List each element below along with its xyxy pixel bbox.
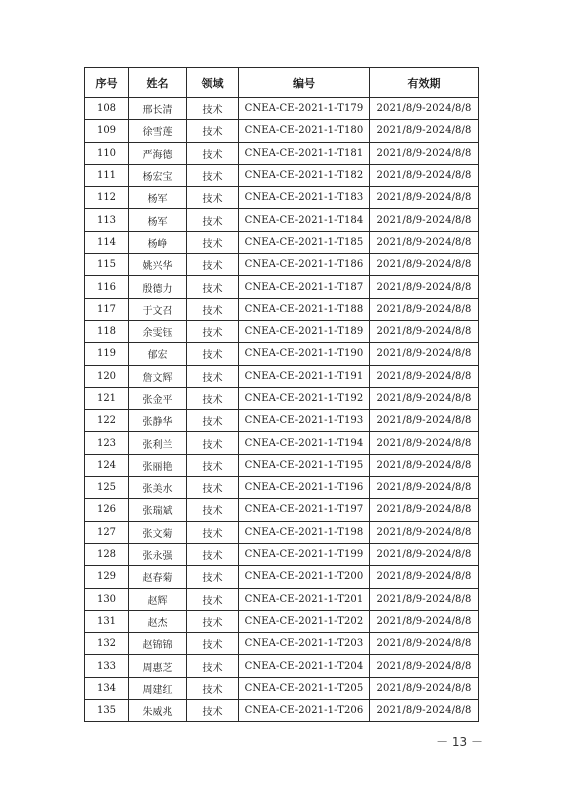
validity-cell: 2021/8/9-2024/8/8 <box>370 298 479 320</box>
table-row <box>85 477 479 499</box>
field-cell: 技术 <box>187 254 239 276</box>
serial-number-cell: 114 <box>85 231 129 253</box>
field-cell: 技术 <box>187 120 239 142</box>
field-cell: 技术 <box>187 566 239 588</box>
name-cell: 张利兰 <box>129 432 187 454</box>
name-cell: 赵辉 <box>129 588 187 610</box>
name-cell: 余雯钰 <box>129 320 187 342</box>
serial-number-cell: 125 <box>85 477 129 499</box>
field-cell: 技术 <box>187 164 239 186</box>
validity-cell: 2021/8/9-2024/8/8 <box>370 120 479 142</box>
field-cell: 技术 <box>187 477 239 499</box>
validity-cell: 2021/8/9-2024/8/8 <box>370 566 479 588</box>
field-cell: 技术 <box>187 231 239 253</box>
certificate-code-cell: CNEA-CE-2021-1-T190 <box>239 343 370 365</box>
field-cell: 技术 <box>187 142 239 164</box>
table-row <box>85 521 479 543</box>
name-cell: 张静华 <box>129 410 187 432</box>
name-cell: 杨军 <box>129 187 187 209</box>
field-cell: 技术 <box>187 543 239 565</box>
validity-cell: 2021/8/9-2024/8/8 <box>370 142 479 164</box>
serial-number-cell: 128 <box>85 543 129 565</box>
name-cell: 张金平 <box>129 387 187 409</box>
serial-number-cell: 112 <box>85 187 129 209</box>
serial-number-cell: 135 <box>85 700 129 722</box>
certificate-code-cell: CNEA-CE-2021-1-T189 <box>239 320 370 342</box>
table-row <box>85 610 479 632</box>
validity-cell: 2021/8/9-2024/8/8 <box>370 343 479 365</box>
table-row <box>85 98 479 120</box>
serial-number-cell: 117 <box>85 298 129 320</box>
serial-number-cell: 129 <box>85 566 129 588</box>
field-cell: 技术 <box>187 633 239 655</box>
table-row <box>85 343 479 365</box>
field-cell: 技术 <box>187 365 239 387</box>
certificate-code-cell: CNEA-CE-2021-1-T185 <box>239 231 370 253</box>
serial-number-cell: 121 <box>85 387 129 409</box>
certificate-code-cell: CNEA-CE-2021-1-T184 <box>239 209 370 231</box>
certificate-code-cell: CNEA-CE-2021-1-T188 <box>239 298 370 320</box>
serial-number-cell: 109 <box>85 120 129 142</box>
name-cell: 杨宏宝 <box>129 164 187 186</box>
table-row <box>85 120 479 142</box>
validity-cell: 2021/8/9-2024/8/8 <box>370 254 479 276</box>
field-cell: 技术 <box>187 521 239 543</box>
certificate-code-cell: CNEA-CE-2021-1-T180 <box>239 120 370 142</box>
certificate-code-cell: CNEA-CE-2021-1-T192 <box>239 387 370 409</box>
validity-cell: 2021/8/9-2024/8/8 <box>370 320 479 342</box>
validity-cell: 2021/8/9-2024/8/8 <box>370 499 479 521</box>
validity-cell: 2021/8/9-2024/8/8 <box>370 633 479 655</box>
serial-number-cell: 132 <box>85 633 129 655</box>
certificate-code-cell: CNEA-CE-2021-1-T195 <box>239 454 370 476</box>
validity-cell: 2021/8/9-2024/8/8 <box>370 410 479 432</box>
certificate-code-cell: CNEA-CE-2021-1-T202 <box>239 610 370 632</box>
serial-number-cell: 111 <box>85 164 129 186</box>
header-serial-number: 序号 <box>85 68 129 98</box>
serial-number-cell: 113 <box>85 209 129 231</box>
name-cell: 邢长清 <box>129 98 187 120</box>
serial-number-cell: 110 <box>85 142 129 164</box>
table-row <box>85 454 479 476</box>
name-cell: 张丽艳 <box>129 454 187 476</box>
validity-cell: 2021/8/9-2024/8/8 <box>370 700 479 722</box>
name-cell: 朱威兆 <box>129 700 187 722</box>
table-row <box>85 387 479 409</box>
field-cell: 技术 <box>187 187 239 209</box>
name-cell: 徐雪莲 <box>129 120 187 142</box>
field-cell: 技术 <box>187 343 239 365</box>
serial-number-cell: 120 <box>85 365 129 387</box>
page-number: － 13 － <box>436 735 483 749</box>
field-cell: 技术 <box>187 610 239 632</box>
validity-cell: 2021/8/9-2024/8/8 <box>370 543 479 565</box>
table-header <box>85 68 479 98</box>
validity-cell: 2021/8/9-2024/8/8 <box>370 454 479 476</box>
certificate-code-cell: CNEA-CE-2021-1-T204 <box>239 655 370 677</box>
field-cell: 技术 <box>187 499 239 521</box>
serial-number-cell: 127 <box>85 521 129 543</box>
table-row <box>85 276 479 298</box>
serial-number-cell: 124 <box>85 454 129 476</box>
name-cell: 周惠芝 <box>129 655 187 677</box>
validity-cell: 2021/8/9-2024/8/8 <box>370 164 479 186</box>
name-cell: 郁宏 <box>129 343 187 365</box>
field-cell: 技术 <box>187 387 239 409</box>
name-cell: 赵杰 <box>129 610 187 632</box>
field-cell: 技术 <box>187 298 239 320</box>
table-row <box>85 254 479 276</box>
validity-cell: 2021/8/9-2024/8/8 <box>370 610 479 632</box>
table-row <box>85 677 479 699</box>
serial-number-cell: 131 <box>85 610 129 632</box>
table-row <box>85 700 479 722</box>
certificate-code-cell: CNEA-CE-2021-1-T199 <box>239 543 370 565</box>
certificate-code-cell: CNEA-CE-2021-1-T200 <box>239 566 370 588</box>
field-cell: 技术 <box>187 454 239 476</box>
validity-cell: 2021/8/9-2024/8/8 <box>370 655 479 677</box>
validity-cell: 2021/8/9-2024/8/8 <box>370 588 479 610</box>
certificate-table <box>84 67 479 722</box>
header-name: 姓名 <box>129 68 187 98</box>
name-cell: 周建红 <box>129 677 187 699</box>
field-cell: 技术 <box>187 320 239 342</box>
name-cell: 张瑞斌 <box>129 499 187 521</box>
certificate-code-cell: CNEA-CE-2021-1-T181 <box>239 142 370 164</box>
name-cell: 于文召 <box>129 298 187 320</box>
serial-number-cell: 133 <box>85 655 129 677</box>
validity-cell: 2021/8/9-2024/8/8 <box>370 209 479 231</box>
table-row <box>85 655 479 677</box>
serial-number-cell: 115 <box>85 254 129 276</box>
name-cell: 张文菊 <box>129 521 187 543</box>
certificate-code-cell: CNEA-CE-2021-1-T203 <box>239 633 370 655</box>
validity-cell: 2021/8/9-2024/8/8 <box>370 98 479 120</box>
name-cell: 赵春菊 <box>129 566 187 588</box>
header-validity: 有效期 <box>370 68 479 98</box>
table-row <box>85 633 479 655</box>
table-row <box>85 365 479 387</box>
table-row <box>85 298 479 320</box>
certificate-code-cell: CNEA-CE-2021-1-T206 <box>239 700 370 722</box>
validity-cell: 2021/8/9-2024/8/8 <box>370 677 479 699</box>
name-cell: 严海德 <box>129 142 187 164</box>
certificate-code-cell: CNEA-CE-2021-1-T194 <box>239 432 370 454</box>
field-cell: 技术 <box>187 410 239 432</box>
name-cell: 张永强 <box>129 543 187 565</box>
validity-cell: 2021/8/9-2024/8/8 <box>370 432 479 454</box>
field-cell: 技术 <box>187 98 239 120</box>
validity-cell: 2021/8/9-2024/8/8 <box>370 276 479 298</box>
validity-cell: 2021/8/9-2024/8/8 <box>370 187 479 209</box>
certificate-code-cell: CNEA-CE-2021-1-T201 <box>239 588 370 610</box>
header-field: 领域 <box>187 68 239 98</box>
name-cell: 杨军 <box>129 209 187 231</box>
serial-number-cell: 122 <box>85 410 129 432</box>
name-cell: 殷德力 <box>129 276 187 298</box>
table-row <box>85 588 479 610</box>
serial-number-cell: 108 <box>85 98 129 120</box>
validity-cell: 2021/8/9-2024/8/8 <box>370 477 479 499</box>
serial-number-cell: 116 <box>85 276 129 298</box>
validity-cell: 2021/8/9-2024/8/8 <box>370 387 479 409</box>
name-cell: 姚兴华 <box>129 254 187 276</box>
certificate-code-cell: CNEA-CE-2021-1-T182 <box>239 164 370 186</box>
certificate-code-cell: CNEA-CE-2021-1-T205 <box>239 677 370 699</box>
table-row <box>85 432 479 454</box>
field-cell: 技术 <box>187 209 239 231</box>
certificate-code-cell: CNEA-CE-2021-1-T179 <box>239 98 370 120</box>
name-cell: 张美水 <box>129 477 187 499</box>
certificate-code-cell: CNEA-CE-2021-1-T183 <box>239 187 370 209</box>
table-row <box>85 410 479 432</box>
name-cell: 詹文辉 <box>129 365 187 387</box>
header-certificate-code: 编号 <box>239 68 370 98</box>
name-cell: 杨峥 <box>129 231 187 253</box>
table-row <box>85 499 479 521</box>
serial-number-cell: 130 <box>85 588 129 610</box>
header-row <box>85 68 479 98</box>
name-cell: 赵锦锦 <box>129 633 187 655</box>
table-row <box>85 209 479 231</box>
serial-number-cell: 119 <box>85 343 129 365</box>
field-cell: 技术 <box>187 655 239 677</box>
table-row <box>85 231 479 253</box>
field-cell: 技术 <box>187 276 239 298</box>
table-row <box>85 187 479 209</box>
serial-number-cell: 134 <box>85 677 129 699</box>
validity-cell: 2021/8/9-2024/8/8 <box>370 231 479 253</box>
certificate-code-cell: CNEA-CE-2021-1-T186 <box>239 254 370 276</box>
certificate-code-cell: CNEA-CE-2021-1-T197 <box>239 499 370 521</box>
serial-number-cell: 118 <box>85 320 129 342</box>
table-row <box>85 164 479 186</box>
field-cell: 技术 <box>187 677 239 699</box>
table-row <box>85 320 479 342</box>
field-cell: 技术 <box>187 700 239 722</box>
field-cell: 技术 <box>187 588 239 610</box>
certificate-code-cell: CNEA-CE-2021-1-T196 <box>239 477 370 499</box>
table-row <box>85 543 479 565</box>
certificate-code-cell: CNEA-CE-2021-1-T187 <box>239 276 370 298</box>
serial-number-cell: 123 <box>85 432 129 454</box>
table-row <box>85 566 479 588</box>
certificate-code-cell: CNEA-CE-2021-1-T193 <box>239 410 370 432</box>
validity-cell: 2021/8/9-2024/8/8 <box>370 521 479 543</box>
serial-number-cell: 126 <box>85 499 129 521</box>
table-body <box>85 98 479 722</box>
validity-cell: 2021/8/9-2024/8/8 <box>370 365 479 387</box>
certificate-code-cell: CNEA-CE-2021-1-T191 <box>239 365 370 387</box>
field-cell: 技术 <box>187 432 239 454</box>
certificate-code-cell: CNEA-CE-2021-1-T198 <box>239 521 370 543</box>
table-row <box>85 142 479 164</box>
